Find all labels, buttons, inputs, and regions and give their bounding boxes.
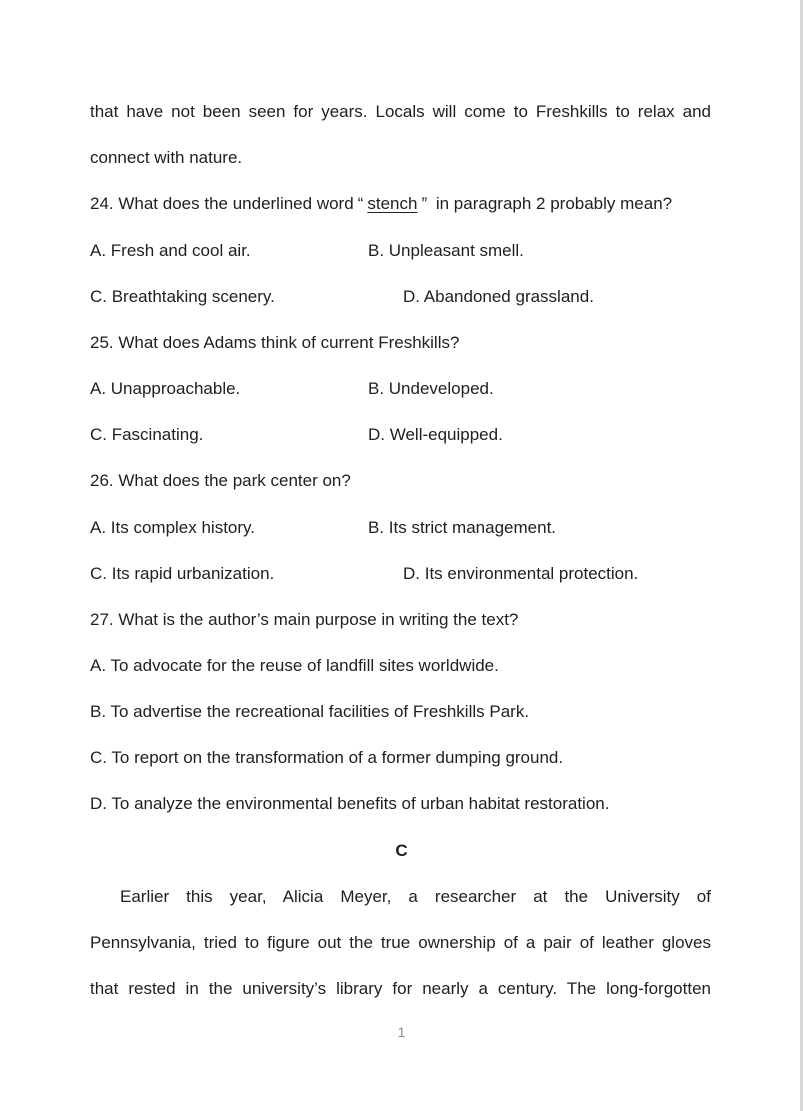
question-26-option-b: B. Its strict management. — [368, 518, 557, 537]
passage-b-line-1: that have not been seen for years. Locals will come to Freshkills to relax and — [90, 102, 711, 121]
question-24-stem — [90, 192, 672, 216]
question-25-option-c: C. Fascinating. — [90, 425, 204, 444]
question-24-option-a: A. Fresh and cool air. — [90, 241, 251, 260]
question-26-stem: 26. What does the park center on? — [90, 471, 351, 490]
underlined-word-stench: stench — [367, 194, 418, 213]
question-25-option-d: D. Well-equipped. — [368, 425, 503, 444]
question-26-option-d: D. Its environmental protection. — [403, 564, 639, 583]
question-24-option-d: D. Abandoned grassland. — [403, 287, 594, 306]
passage-b-line-2: connect with nature. — [90, 148, 243, 167]
question-24-option-c: C. Breathtaking scenery. — [90, 287, 275, 306]
question-25-option-b: B. Undeveloped. — [368, 379, 494, 398]
question-25-option-a: A. Unapproachable. — [90, 379, 241, 398]
question-24-stem-after: in paragraph 2 probably mean? — [435, 194, 673, 213]
section-c-line-1: Earlier this year, Alicia Meyer, a researcher at the University of — [120, 887, 711, 906]
question-27-option-d: D. To analyze the environmental benefits of urban habitat restoration. — [90, 794, 610, 813]
close-quote: ” — [421, 194, 428, 213]
question-24-option-b: B. Unpleasant smell. — [368, 241, 524, 260]
section-c-line-2: Pennsylvania, tried to figure out the true ownership of a pair of leather gloves — [90, 933, 711, 952]
question-27-stem: 27. What is the author’s main purpose in writing the text? — [90, 610, 519, 629]
question-27-option-a: A. To advocate for the reuse of landfill sites worldwide. — [90, 656, 499, 675]
section-c-line-3: that rested in the university’s library for nearly a century. The long-forgotten — [90, 979, 711, 998]
page-number: 1 — [397, 1024, 406, 1040]
open-quote: “ — [357, 194, 364, 213]
question-26-option-c: C. Its rapid urbanization. — [90, 564, 275, 583]
question-24-stem-before: 24. What does the underlined word — [90, 194, 354, 213]
question-25-stem: 25. What does Adams think of current Freshkills? — [90, 333, 460, 352]
question-27-option-b: B. To advertise the recreational facilities of Freshkills Park. — [90, 702, 530, 721]
question-27-option-c: C. To report on the transformation of a former dumping ground. — [90, 748, 564, 767]
section-c-heading: C — [395, 841, 408, 860]
question-26-option-a: A. Its complex history. — [90, 518, 256, 537]
